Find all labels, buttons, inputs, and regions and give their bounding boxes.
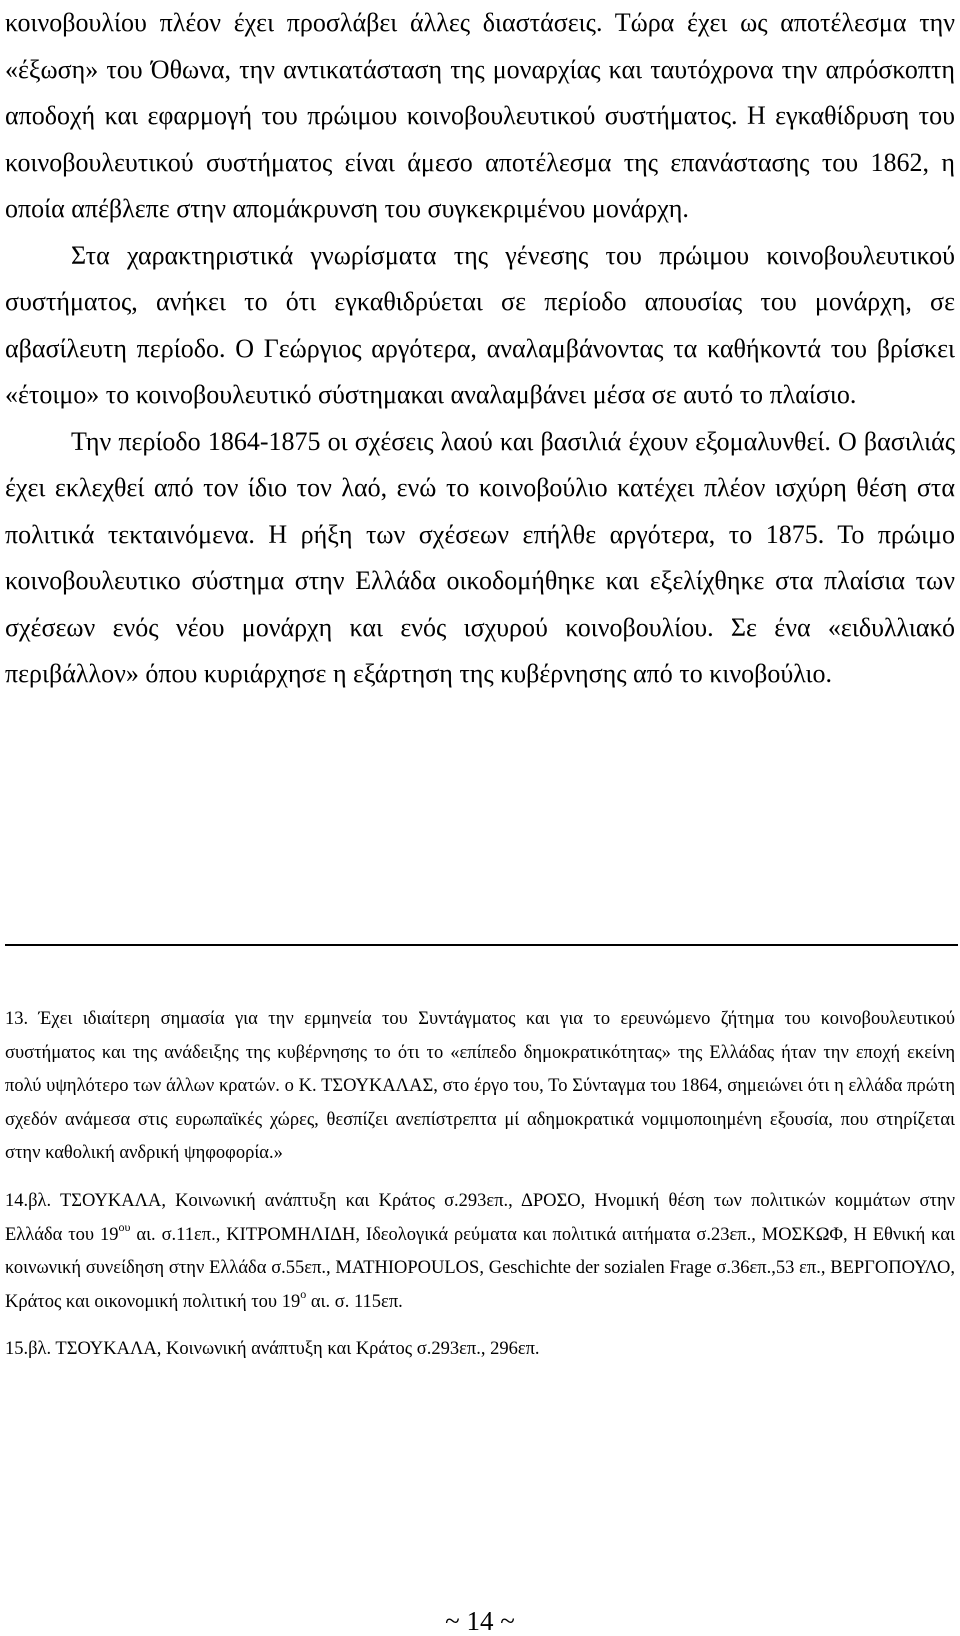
footnote-separator xyxy=(5,944,958,946)
footnote-14-text-2: αι. σ.11επ., ΚΙΤΡΟΜΗΛΙΔΗ, Ιδεολογικά ρεύματα και πολιτικά αιτήματα σ.23επ., ΜΟΣΚΩΦ, Η Εθνική και κοινωνική συνείδηση στην Ελλάδα σ.55επ., MATHIOPOULOS, Geschichte der sozialen Frage σ.36επ.,53 επ., ΒΕΡΓΟΠΟΥΛΟ, Κράτος και οικονομική πολιτική του 19 xyxy=(5,1224,956,1312)
paragraph-3: Την περίοδο 1864-1875 οι σχέσεις λαού και βασιλιά έχουν εξομαλυνθεί. Ο βασιλιάς έχει εκλεχθεί από τον ίδιο τον λαό, ενώ το κοινοβούλιο κατέχει πλέον ισχύρη θέση στα πολιτικά τεκταινόμενα. Η ρήξη των σχέσεων επήλθε αργότερα, το 1875. Το πρώιμο κοινοβουλευτικο σύστημα στην Ελλάδα οικοδομήθηκε και εξελίχθηκε στα πλαίσια των σχέσεων ενός νέου μονάρχη και ενός ισχυρού κοινοβουλίου. Σε ένα «ειδυλλιακό περιβάλλον» όπου κυριάρχησε η εξάρτηση της κυβέρνησης από το κινοβούλιο. xyxy=(5,426,955,688)
paragraph-1: κοινοβουλίου πλέον έχει προσλάβει άλλες διαστάσεις. Τώρα έχει ως αποτέλεσμα την «έξωση» του Όθωνα, την αντικατάσταση της μοναρχίας και ταυτόχρονα την απρόσκοπτη αποδοχή και εφαρμογή του πρώιμου κοινοβουλευτικού συστήματος. Η εγκαθίδρυση του κοινοβουλευτικού συστήματος είναι άμεσο αποτέλεσμα της επανάστασης του 1862, η οποία απέβλεπε στην απομάκρυνση του συγκεκριμένου μονάρχη. xyxy=(5,8,955,223)
footnote-15: 15.βλ. ΤΣΟΥΚΑΛΑ, Κοινωνική ανάπτυξη και Κράτος σ.293επ., 296επ. xyxy=(5,1339,540,1360)
footnote-14-superscript-2: ο xyxy=(300,1286,307,1301)
paragraph-2: Στα χαρακτηριστικά γνωρίσματα της γένεσης του πρώιμου κοινοβουλευτικού συστήματος, ανήκει το ότι εγκαθιδρύεται σε περίοδο απουσίας του μονάρχη, σε αβασίλευτη περίοδο. Ο Γεώργιος αργότερα, αναλαμβάνοντας τα καθήκοντά του βρίσκει «έτοιμο» το κοινοβουλευτικό σύστημακαι αναλαμβάνει μέσα σε αυτό το πλαίσιο. xyxy=(5,240,955,409)
footnotes xyxy=(5,1003,955,1367)
body-text xyxy=(5,0,955,698)
footnote-13: 13. Έχει ιδιαίτερη σημασία για την ερμηνεία του Συντάγματος και για το ερευνώμενο ζήτημα του κοινοβουλευτικού συστήματος και της ανάδειξης της κυβέρνησης το ότι το «επίπεδο δημοκρατικότητας» της Ελλάδας ήταν την εποχή εκείνη πολύ υψηλότερο των άλλων κρατών. ο Κ. ΤΣΟΥΚΑΛΑΣ, στο έργο του, Το Σύνταγμα του 1864, σημειώνει ότι η ελλάδα πρώτη σχεδόν ανάμεσα στις ευρωπαϊκές χώρες, θεσπίζει ανεπίστρεπτα μί αδημοκρατικά νομιμοποιημένη εξουσία, που στηρίζεται στην καθολική ανδρική ψηφοφορία.» xyxy=(5,1009,955,1164)
footnote-14-text-1: 14.βλ. ΤΣΟΥΚΑΛΑ, Κοινωνική ανάπτυξη και Κράτος σ.293επ., ΔΡΟΣΟ, Ηνομική θέση των πολιτικών κομμάτων στην Ελλάδα του 19 xyxy=(5,1190,955,1245)
footnote-14-superscript-1: ου xyxy=(118,1219,131,1234)
footnote-14-text-3: αι. σ. 115επ. xyxy=(306,1291,403,1312)
page-number: ~ 14 ~ xyxy=(445,1606,515,1636)
footnote-14 xyxy=(5,1185,955,1319)
